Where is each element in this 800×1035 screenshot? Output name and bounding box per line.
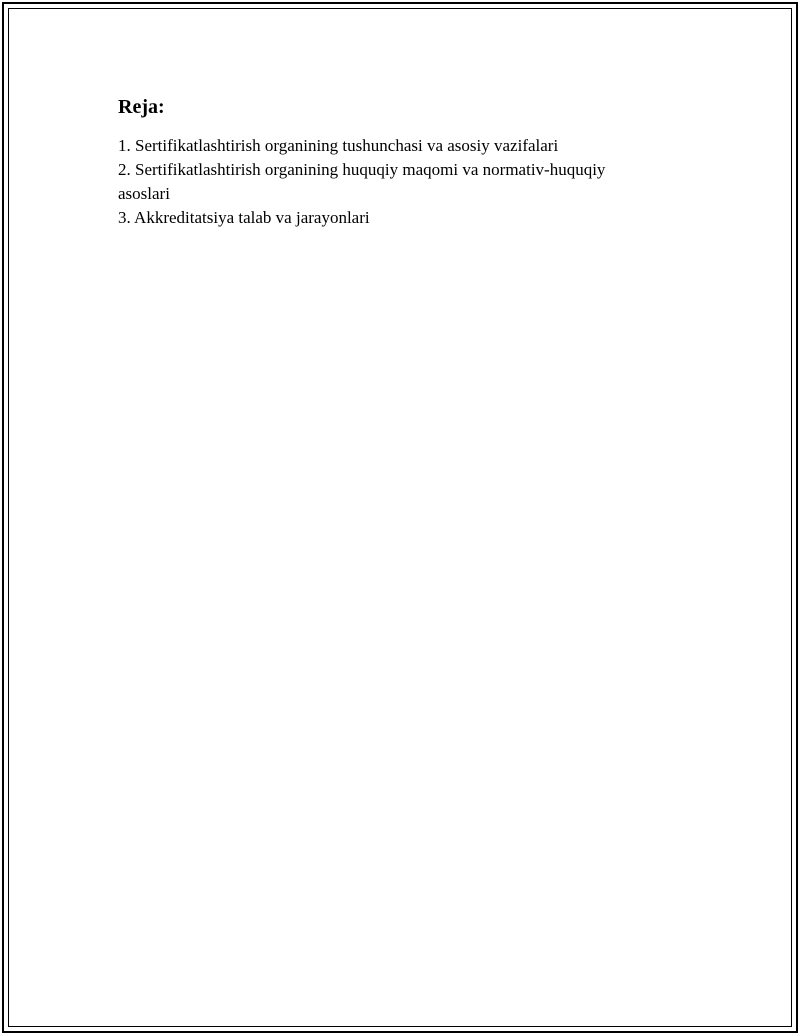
plan-heading: Reja: [118,96,165,118]
plan-list [118,134,678,230]
plan-item-3: 3. Akkreditatsiya talab va jarayonlari [118,208,370,227]
document-content [118,94,678,230]
plan-item-1: 1. Sertifikatlashtirish organining tushunchasi va asosiy vazifalari [118,136,559,155]
plan-item-2: 2. Sertifikatlashtirish organining huquqiy maqomi va normativ-huquqiy asoslari [118,160,606,203]
